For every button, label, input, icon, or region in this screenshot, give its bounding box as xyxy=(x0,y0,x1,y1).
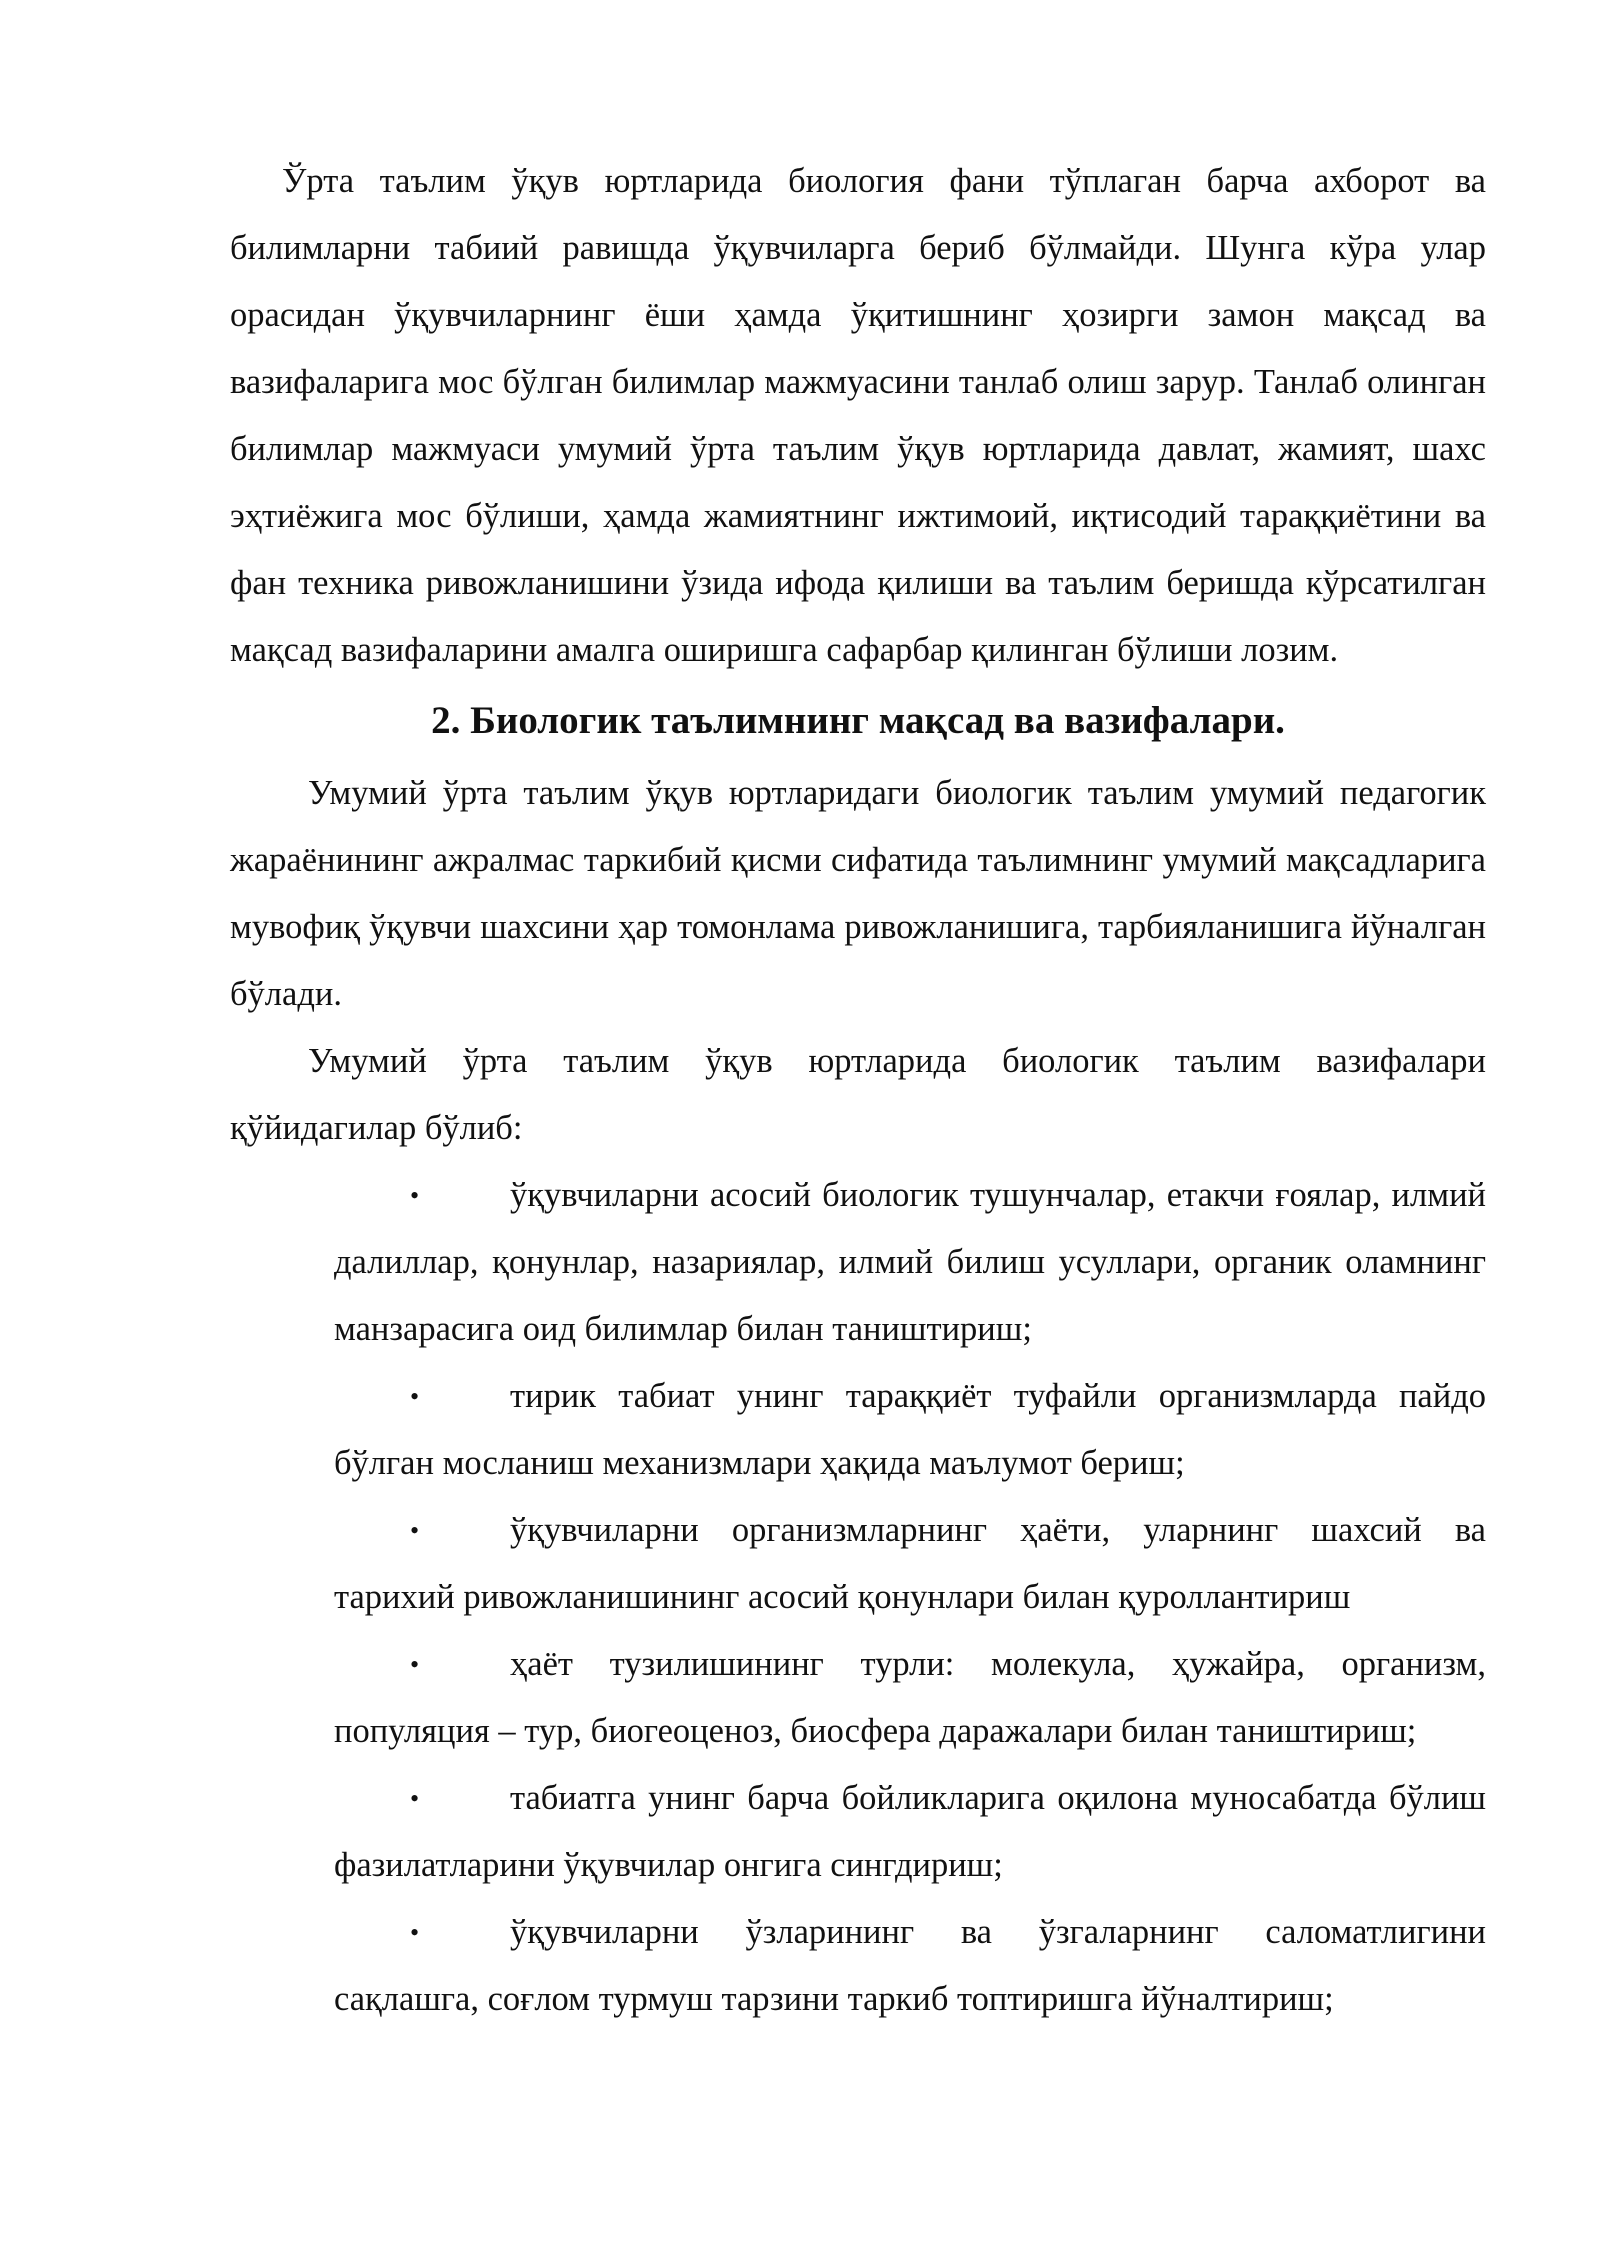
tasks-intro-paragraph: Умумий ўрта таълим ўқув юртларида биологик таълим вазифалари қўйидагилар бўлиб: xyxy=(230,1042,1486,1147)
list-item-text: ҳаёт тузилишининг турли: молекула, ҳужайра, организм, популяция – тур, биогеоценоз, биосфера даражалари билан таништириш; xyxy=(334,1645,1486,1750)
bullet-icon: • xyxy=(410,1784,420,1813)
section-heading: 2. Биологик таълимнинг мақсад ва вазифалари. xyxy=(431,699,1285,742)
bullet-icon: • xyxy=(410,1918,420,1947)
tasks-list xyxy=(230,1162,1486,2033)
bullet-icon: • xyxy=(410,1181,420,1210)
intro-paragraph: Ўрта таълим ўқув юртларида биология фани тўплаган барча ахборот ва билимларни табиий равишда ўқувчиларга бериб бўлмайди. Шунга кўра улар орасидан ўқувчиларнинг ёши ҳамда ўқитишнинг ҳозирги замон мақсад ва вазифаларига мос бўлган билимлар мажмуасини танлаб олиш зарур. Танлаб олинган билимлар мажмуаси умумий ўрта таълим ўқув юртларида давлат, жамият, шахс эҳтиёжига мос бўлиши, ҳамда жамиятнинг ижтимоий, иқтисодий тараққиётини ва фан техника ривожланишини ўзида ифода қилиши ва таълим беришда кўрсатилган мақсад вазифаларини амалга оширишга сафарбар қилинган бўлиши лозим. xyxy=(230,162,1486,669)
list-item-text: табиатга унинг барча бойликларига оқилона муносабатда бўлиш фазилатларини ўқувчилар онгига сингдириш; xyxy=(334,1779,1486,1884)
bullet-icon: • xyxy=(410,1650,420,1679)
list-item-text: ўқувчиларни асосий биологик тушунчалар, етакчи ғоялар, илмий далиллар, қонунлар, назариялар, илмий билиш усуллари, органик оламнинг манзарасига оид билимлар билан таништириш; xyxy=(334,1176,1486,1348)
bullet-icon: • xyxy=(410,1382,420,1411)
list-item xyxy=(334,1899,1486,2033)
list-item-text: ўқувчиларни организмларнинг ҳаёти, уларнинг шахсий ва тарихий ривожланишининг асосий қонунлари билан қуроллантириш xyxy=(334,1511,1486,1616)
list-item xyxy=(334,1765,1486,1899)
page-content xyxy=(230,148,1486,2033)
list-item-text: тирик табиат унинг тараққиёт туфайли организмларда пайдо бўлган мосланиш механизмлари ҳақида маълумот бериш; xyxy=(334,1377,1486,1482)
list-item xyxy=(334,1497,1486,1631)
list-item xyxy=(334,1363,1486,1497)
list-item xyxy=(334,1162,1486,1363)
list-item xyxy=(334,1631,1486,1765)
bullet-icon: • xyxy=(410,1516,420,1545)
list-item-text: ўқувчиларни ўзларининг ва ўзгаларнинг саломатлигини сақлашга, соғлом турмуш тарзини таркиб топтиришга йўналтириш; xyxy=(334,1913,1486,2018)
goals-paragraph: Умумий ўрта таълим ўқув юртларидаги биологик таълим умумий педагогик жараёнининг ажралмас таркибий қисми сифатида таълимнинг умумий мақсадларига мувофиқ ўқувчи шахсини ҳар томонлама ривожланишига, тарбияланишига йўналган бўлади. xyxy=(230,774,1486,1013)
